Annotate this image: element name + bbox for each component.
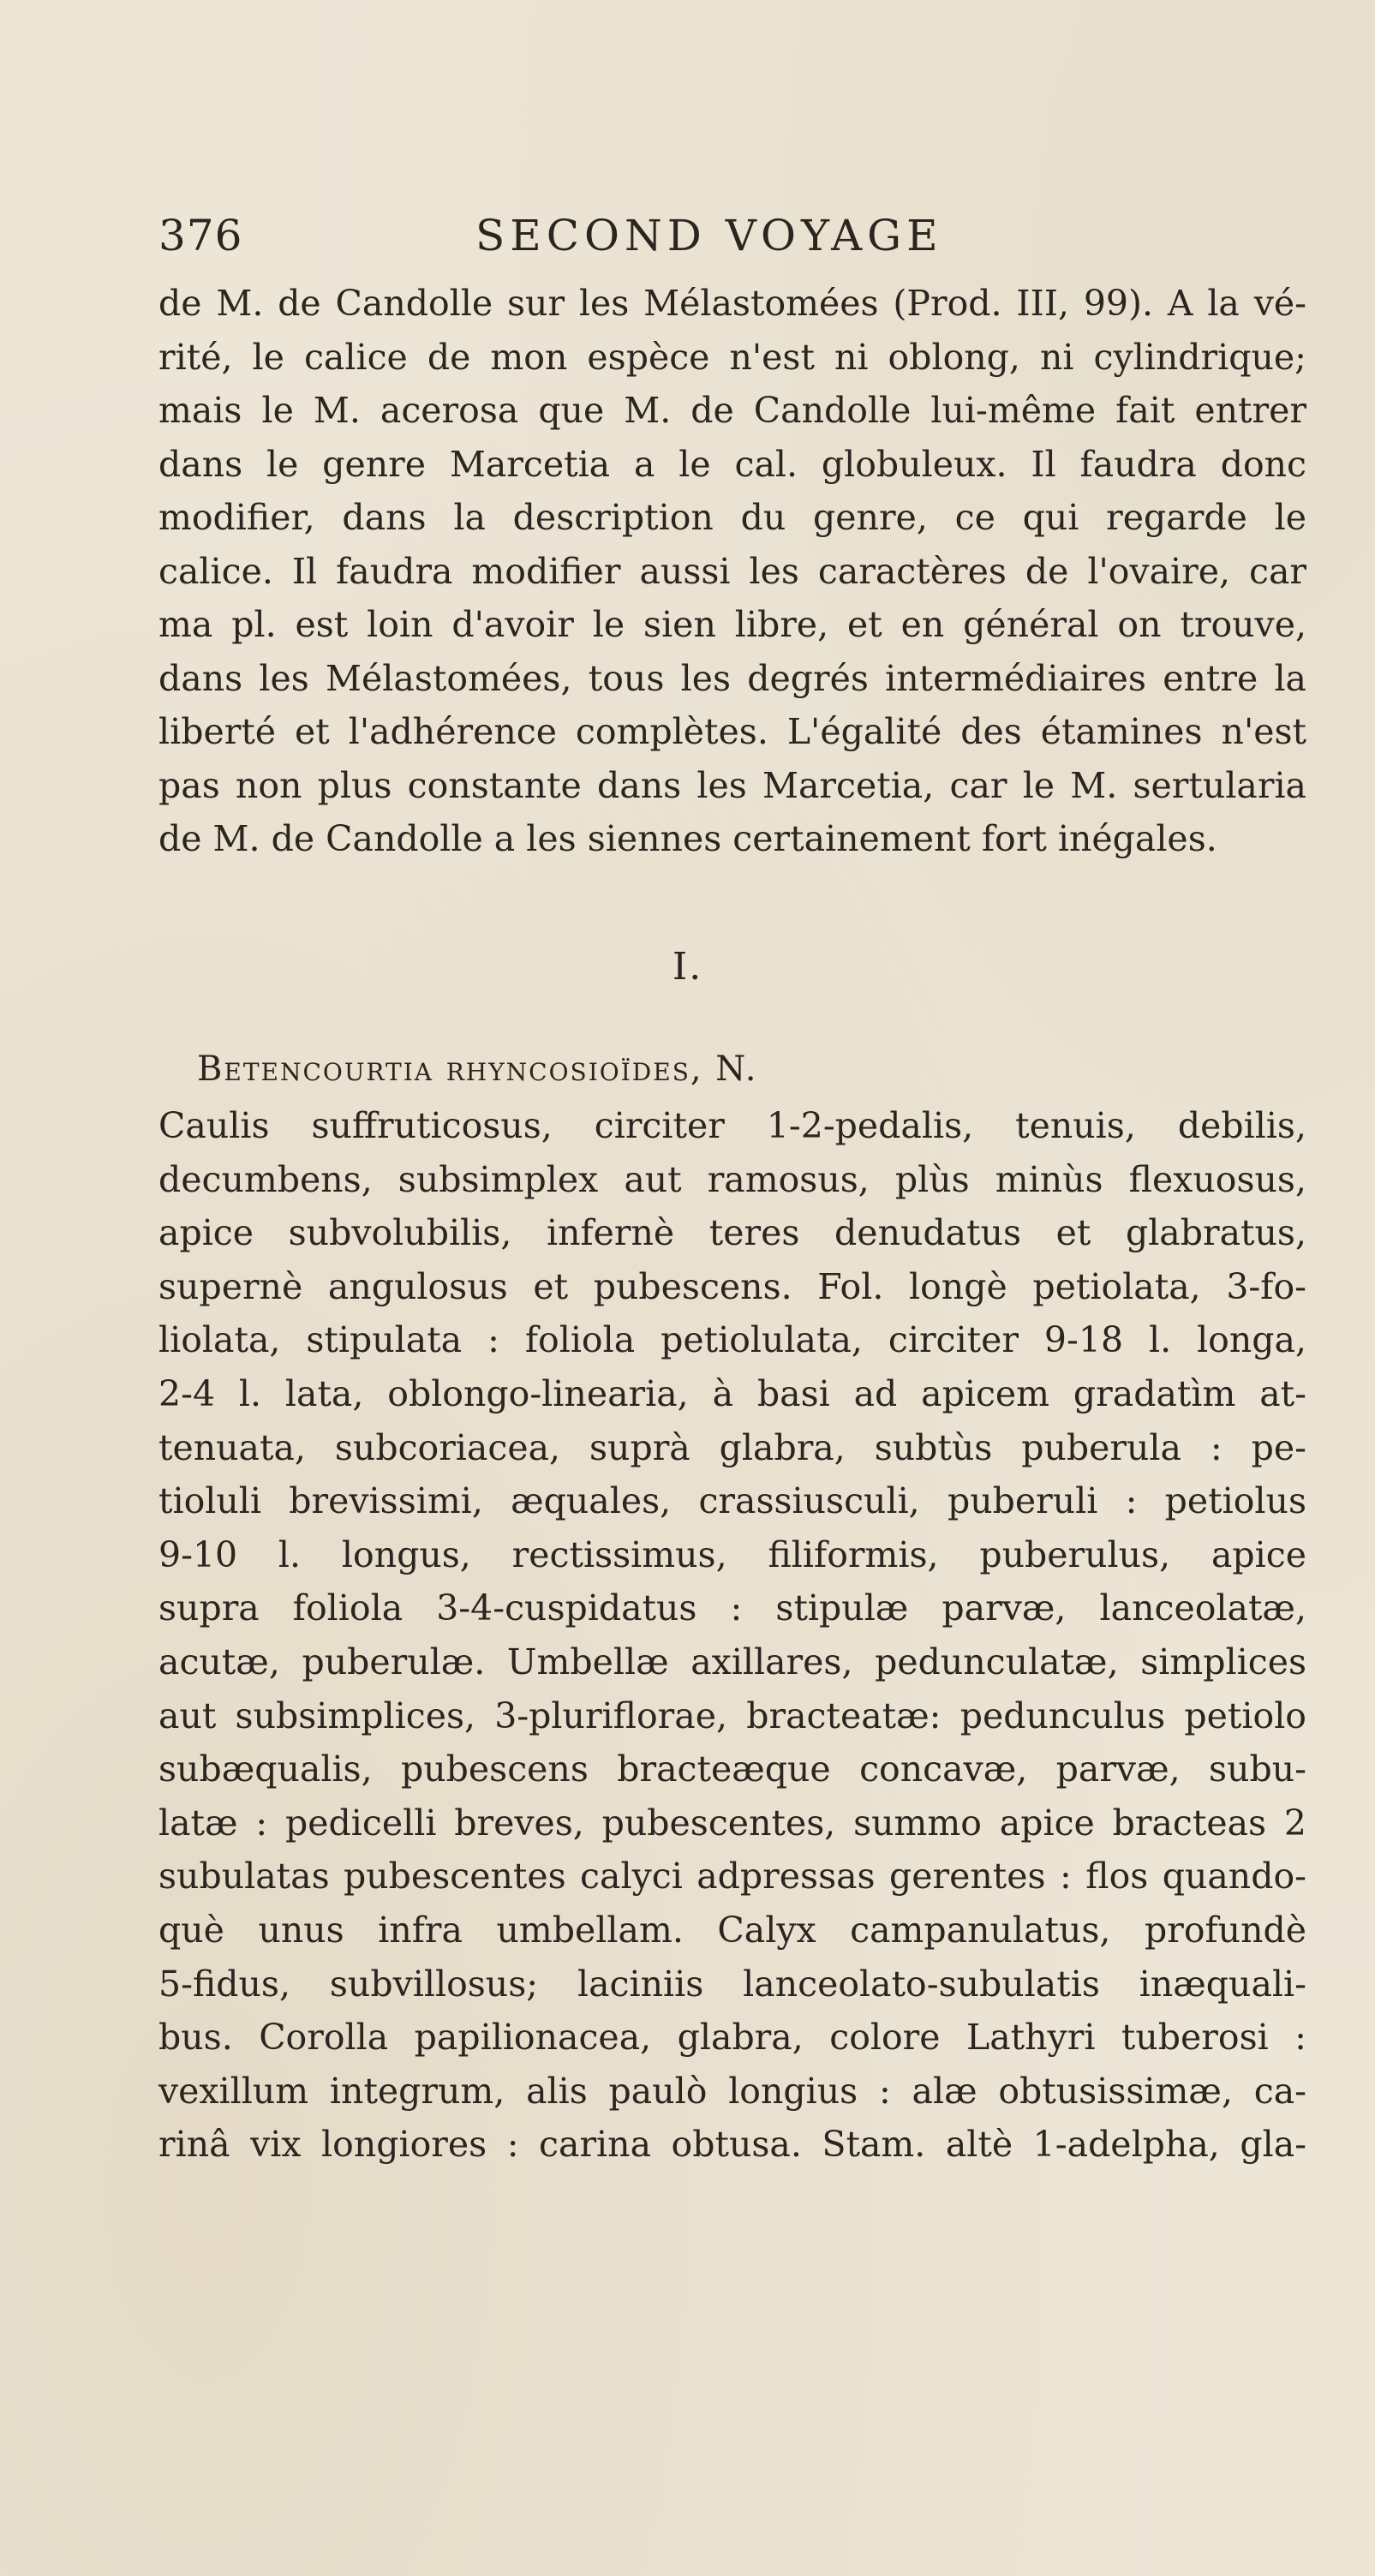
text-line: 2-4 l. lata, oblongo-linearia, à basi ad apicem gradatìm at-	[158, 1372, 1306, 1414]
running-head: SECOND VOYAGE	[475, 211, 943, 260]
text-line: supra foliola 3-4-cuspidatus : stipulæ parvæ, lanceolatæ,	[158, 1587, 1306, 1629]
text-line: aut subsimplices, 3-pluriflorae, bracteatæ: pedunculus petiolo	[158, 1694, 1306, 1736]
species-title: Betencourtia rhyncosioïdes, N.	[197, 1049, 758, 1089]
page-header	[158, 206, 1324, 266]
text-line: dans les Mélastomées, tous les degrés intermédiaires entre la	[158, 657, 1306, 699]
text-line: tioluli brevissimi, æquales, crassiusculi, puberuli : petiolus	[158, 1480, 1306, 1522]
text-line: de M. de Candolle sur les Mélastomées (Prod. III, 99). A la vé-	[158, 283, 1306, 324]
text-line: apice subvolubilis, infernè teres denudatus et glabratus,	[158, 1212, 1306, 1254]
species-description	[158, 1099, 1306, 2172]
text-line: latæ : pedicelli breves, pubescentes, summo apice bracteas 2	[158, 1802, 1306, 1844]
text-line: ma pl. est loin d'avoir le sien libre, et en général on trouve,	[158, 604, 1306, 645]
text-line: supernè angulosus et pubescens. Fol. longè petiolata, 3-fo-	[158, 1265, 1306, 1307]
text-line: mais le M. acerosa que M. de Candolle lui-même fait entrer	[158, 390, 1306, 431]
text-line: liolata, stipulata : foliola petiolulata, circiter 9-18 l. longa,	[158, 1319, 1306, 1361]
text-line: pas non plus constante dans les Marcetia, car le M. sertularia	[158, 764, 1306, 806]
text-line: Caulis suffruticosus, circiter 1-2-pedalis, tenuis, debilis,	[158, 1105, 1306, 1146]
text-line: vexillum integrum, alis paulò longius : alæ obtusissimæ, ca-	[158, 2070, 1306, 2112]
intro-paragraph	[158, 277, 1306, 866]
text-line: subæqualis, pubescens bracteæque concavæ, parvæ, subu-	[158, 1748, 1306, 1790]
text-line: 9-10 l. longus, rectissimus, filiformis, puberulus, apice	[158, 1533, 1306, 1575]
text-line: tenuata, subcoriacea, suprà glabra, subtùs puberula : pe-	[158, 1426, 1306, 1468]
text-line: subulatas pubescentes calyci adpressas gerentes : flos quando-	[158, 1856, 1306, 1898]
text-line: de M. de Candolle a les siennes certainement fort inégales.	[158, 818, 1217, 859]
text-line: calice. Il faudra modifier aussi les caractères de l'ovaire, car	[158, 550, 1306, 592]
text-line: modifier, dans la description du genre, ce qui regarde le	[158, 497, 1306, 538]
text-line: acutæ, puberulæ. Umbellæ axillares, pedunculatæ, simplices	[158, 1641, 1306, 1682]
page-number: 376	[158, 211, 243, 260]
text-line: rinâ vix longiores : carina obtusa. Stam. altè 1-adelpha, gla-	[158, 2124, 1306, 2166]
text-line: liberté et l'adhérence complètes. L'égalité des étamines n'est	[158, 711, 1306, 752]
text-line: 5-fidus, subvillosus; laciniis lanceolato-subulatis inæquali-	[158, 1963, 1306, 2005]
text-line: decumbens, subsimplex aut ramosus, plùs minùs flexuosus,	[158, 1158, 1306, 1200]
text-line: dans le genre Marcetia a le cal. globuleux. Il faudra donc	[158, 443, 1306, 485]
text-line: rité, le calice de mon espèce n'est ni oblong, ni cylindrique;	[158, 336, 1306, 378]
text-line: què unus infra umbellam. Calyx campanulatus, profundè	[158, 1909, 1306, 1951]
text-line: bus. Corolla papilionacea, glabra, colore Lathyri tuberosi :	[158, 2017, 1306, 2059]
section-number: I.	[672, 945, 703, 989]
